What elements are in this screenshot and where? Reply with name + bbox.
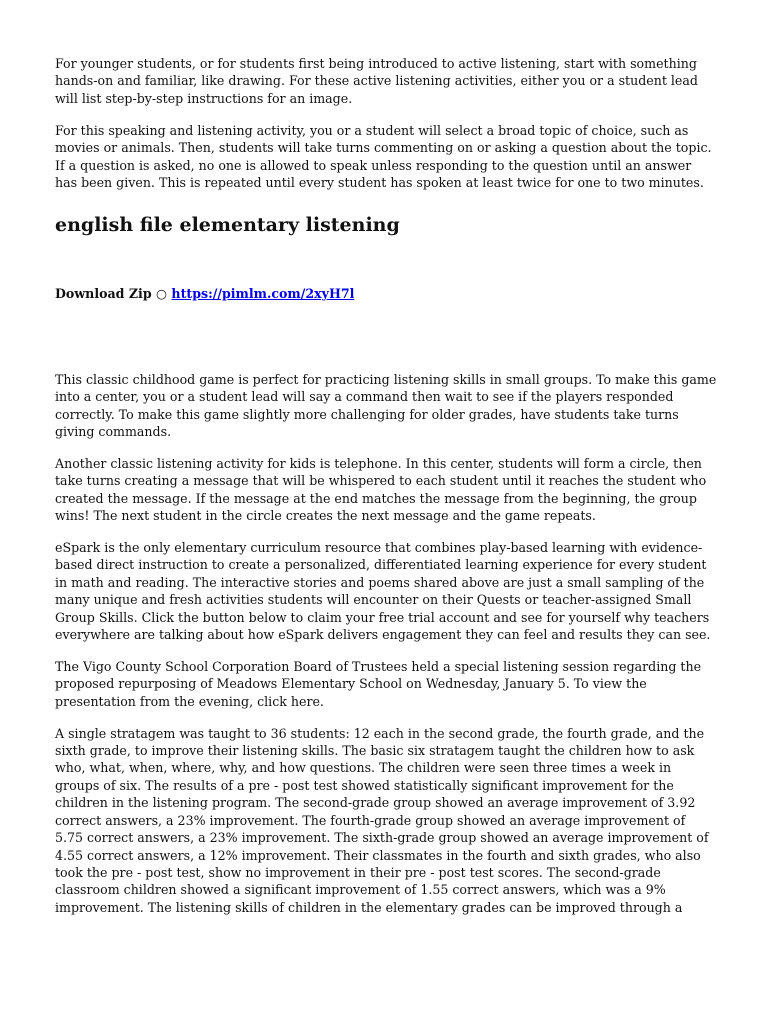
document-page <box>55 55 717 916</box>
main-content <box>55 371 717 916</box>
main-paragraph-5: A single stratagem was taught to 36 students: 12 each in the second grade, the fourth grade, and the sixth grade, to improve their listening skills. The basic six stratagem taught the children how to ask who, what, when, where, why, and how questions. The children were seen three times a week in groups of six. The results of a pre - post test showed statistically significant improvement for the children in the listening program. The second-grade group showed an average improvement of 3.92 correct answers, a 23% improvement. The fourth-grade group showed an average improvement of 5.75 correct answers, a 23% improvement. The sixth-grade group showed an average improvement of 4.55 correct answers, a 12% improvement. Their classmates in the fourth and sixth grades, who also took the pre - post test, show no improvement in their pre - post test scores. The second-grade classroom children showed a significant improvement of 1.55 correct answers, which was a 9% improvement. The listening skills of children in the elementary grades can be improved through a <box>55 725 709 915</box>
download-line <box>55 285 717 302</box>
main-paragraph-1: This classic childhood game is perfect for practicing listening skills in small groups. To make this game into a center, you or a student lead will say a command then wait to see if the players responded correctly. To make this game slightly more challenging for older grades, have students take turns giving commands. <box>55 371 717 439</box>
download-label: Download Zip <box>55 286 152 302</box>
download-link[interactable]: https://pimlm.com/2xyH7l <box>171 286 355 302</box>
circle-icon: ○ <box>156 286 168 302</box>
page-heading: english file elementary listening <box>55 214 400 237</box>
intro-paragraph-2: For this speaking and listening activity, you or a student will select a broad topic of choice, such as movies or animals. Then, students will take turns commenting on or asking a question about the topic. If a question is asked, no one is allowed to speak unless responding to the question until an answer has been given. This is repeated until every student has spoken at least twice for one to two minutes. <box>55 122 712 190</box>
intro-paragraph-1: For younger students, or for students first being introduced to active listening, start with something hands-on and familiar, like drawing. For these active listening activities, either you or a student lead will list step-by-step instructions for an image. <box>55 56 698 106</box>
main-paragraph-3: eSpark is the only elementary curriculum resource that combines play-based learning with evidence-based direct instruction to create a personalized, differentiated learning experience for every student in math and reading. The interactive stories and poems shared above are just a small sampling of the many unique and fresh activities students will encounter on their Quests or teacher-assigned Small Group Skills. Click the button below to claim your free trial account and see for yourself why teachers everywhere are talking about how eSpark delivers engagement they can feel and results they can see. <box>55 540 711 643</box>
main-paragraph-4: The Vigo County School Corporation Board of Trustees held a special listening session regarding the proposed repurposing of Meadows Elementary School on Wednesday, January 5. To view the presentation from the evening, click here. <box>55 658 702 709</box>
main-paragraph-2: Another classic listening activity for kids is telephone. In this center, students will form a circle, then take turns creating a message that will be whispered to each student until it reaches the student who created the message. If the message at the end matches the message from the beginning, the group wins! The next student in the circle creates the next message and the game repeats. <box>55 455 707 524</box>
